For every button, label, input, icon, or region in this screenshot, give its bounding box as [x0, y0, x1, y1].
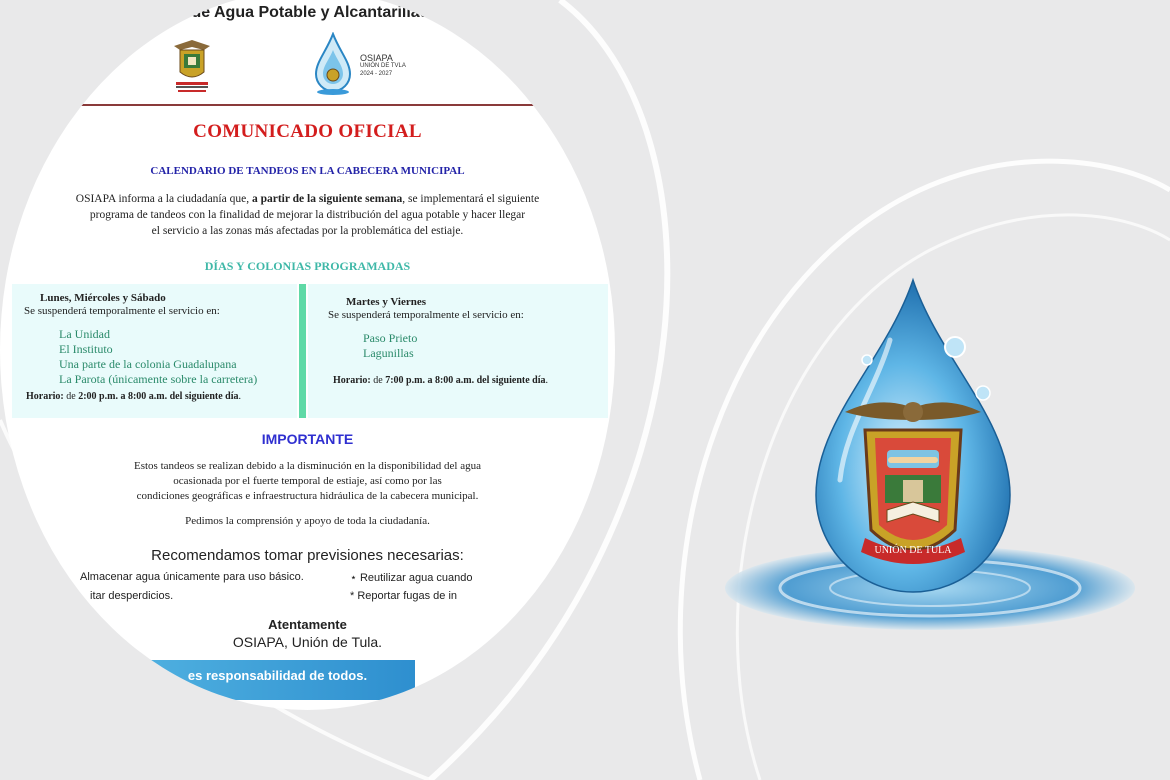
appeal-text: Pedimos la comprensión y apoyo de toda la ciudadanía. [185, 515, 430, 527]
recommendations-title: Recomendamos tomar previsiones necesarias: [151, 547, 464, 564]
small-bubble [862, 355, 872, 365]
header-divider [75, 104, 560, 106]
schedule-left-colonias [59, 327, 257, 387]
schedule-left-days: Lunes, Miércoles y Sábado [40, 292, 166, 304]
intro-line-2: programa de tandeos con la finalidad de mejorar la distribución del agua potable y hacer llegar [89, 209, 526, 221]
important-line-1: Estos tandeos se realizan debido a la disminución en la disponibilidad del agua [133, 460, 482, 472]
hours-value: 2:00 p.m. a 8:00 a.m. del siguiente día [78, 391, 239, 402]
recommendation-avoid-waste: itar desperdicios. [90, 590, 174, 602]
small-bubble [945, 337, 965, 357]
schedule-right-colonias [363, 331, 417, 361]
schedule-right-panel [308, 284, 608, 418]
important-body [0, 459, 615, 504]
signature-title: Atentamente [268, 617, 347, 632]
schedule-left-note: Se suspenderá temporalmente el servicio en: [24, 305, 220, 317]
official-notice [0, 0, 615, 710]
list-item: Una parte de la colonia Guadalupana [59, 357, 237, 371]
schedule-section-title: DÍAS Y COLONIAS PROGRAMADAS [204, 259, 411, 273]
list-item: La Unidad [59, 327, 110, 341]
hours-value: 7:00 p.m. a 8:00 a.m. del siguiente día [385, 375, 546, 386]
osiapa-logo-text [360, 54, 420, 78]
osiapa-water-drop-logo-icon [312, 32, 354, 96]
notice-intro [0, 191, 615, 239]
small-bubble [976, 386, 990, 400]
intro-line-1 [0, 191, 615, 207]
schedule-left-hours [26, 391, 241, 402]
hours-mid: de [63, 391, 79, 402]
hours-mid: de [370, 375, 386, 386]
hours-end: . [238, 391, 241, 402]
hours-label: Horario: [26, 391, 64, 402]
schedule-right-days: Martes y Viernes [346, 296, 427, 308]
osiapa-place: UNIÓN DE TVLA [360, 63, 406, 69]
osiapa-name: OSIAPA [360, 53, 393, 63]
important-line-2: ocasionada por el fuerte temporal de estiaje, así como por las [173, 475, 442, 487]
list-item: Lagunillas [363, 346, 414, 360]
footer-text: es responsabilidad de todos. [187, 668, 368, 683]
schedule-right-hours [333, 375, 548, 386]
recommendation-reuse-water: ⋆ Reutilizar agua cuando [350, 572, 473, 584]
hours-label: Horario: [333, 375, 371, 386]
osiapa-years: 2024 - 2027 [360, 71, 393, 77]
hours-end: . [545, 375, 548, 386]
recommendation-report-leaks: * Reportar fugas de in [350, 590, 458, 602]
list-item: Paso Prieto [363, 331, 418, 345]
notice-subtitle: CALENDARIO DE TANDEOS EN LA CABECERA MUNICIPAL [150, 165, 465, 177]
intro-line-3: el servicio a las zonas más afectadas por la problemática del estiaje. [151, 225, 464, 237]
intro-line-1-bold: a partir de la siguiente semana [251, 193, 403, 205]
water-drop-emblem-illustration [715, 270, 1160, 640]
municipal-coat-of-arms-icon [168, 38, 216, 94]
intro-line-1-end: , se implementará el siguiente [402, 193, 540, 205]
official-notice-oval [0, 0, 615, 710]
emblem-ribbon-text: UNIÓN DE TULA [874, 545, 952, 556]
document-header-line: el Sistema de Agua Potable y Alcantarillado de Unión [107, 4, 513, 21]
signature-name: OSIAPA, Unión de Tula. [232, 634, 383, 650]
notice-title: COMUNICADO OFICIAL [193, 121, 422, 142]
schedule-divider [299, 284, 306, 418]
schedule-left-panel [12, 284, 297, 418]
list-item: La Parota (únicamente sobre la carretera) [59, 372, 258, 386]
intro-line-1-start: OSIAPA informa a la ciudadanía que, [75, 193, 252, 205]
important-heading: IMPORTANTE [261, 431, 354, 447]
list-item: El Instituto [59, 342, 113, 356]
recommendation-store-water: Almacenar agua únicamente para uso básico. [80, 571, 304, 583]
important-line-3: condiciones geográficas e infraestructura hidráulica de la cabecera municipal. [136, 490, 479, 502]
schedule-right-note: Se suspenderá temporalmente el servicio en: [328, 309, 524, 321]
